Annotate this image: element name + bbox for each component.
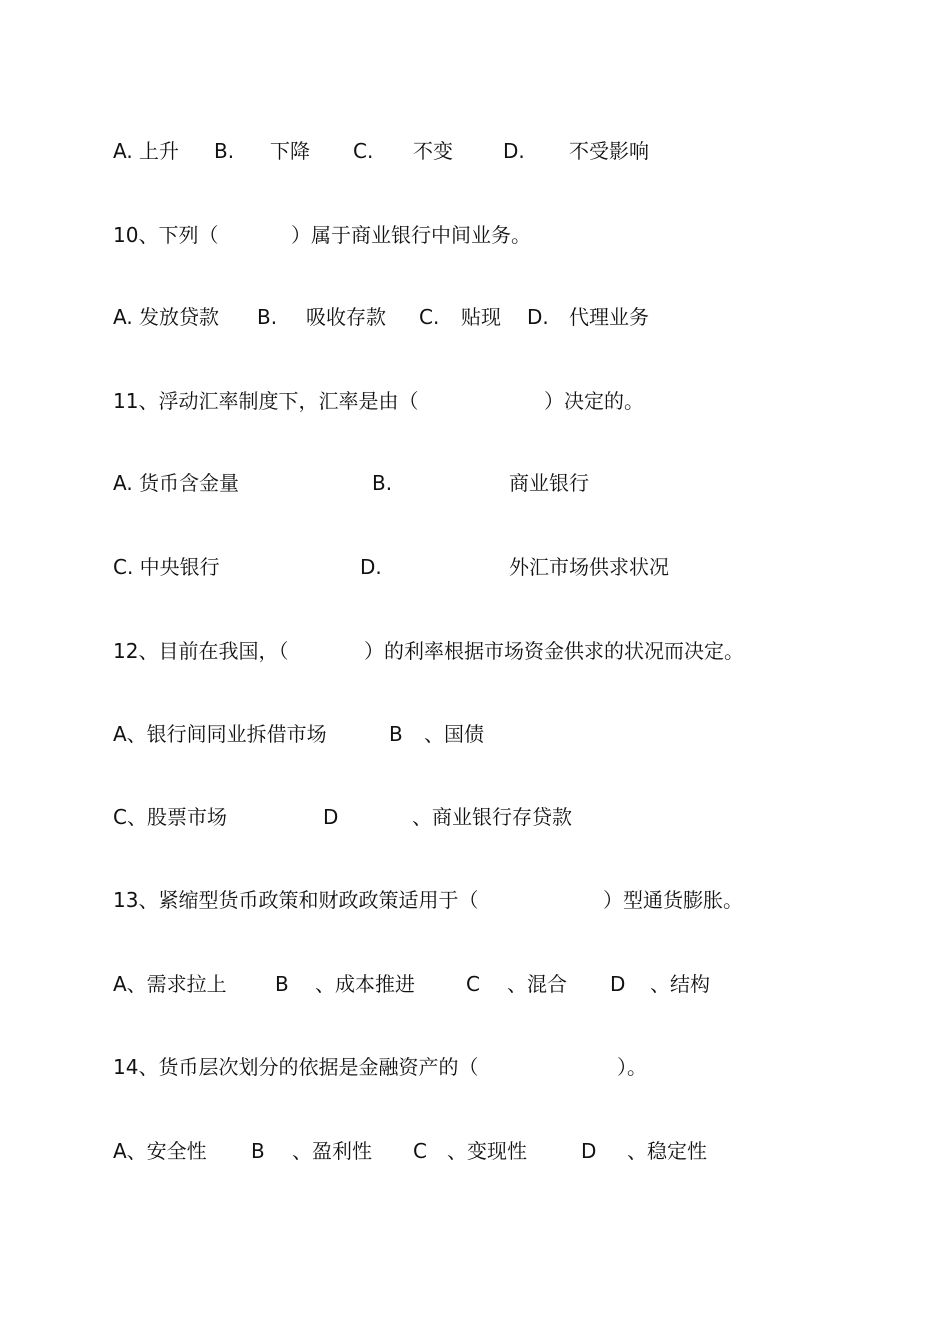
- option-b-marker: B.: [372, 471, 393, 495]
- q12-stem: [0, 636, 950, 666]
- q10-options: [0, 302, 950, 332]
- option-a: A、银行间同业拆借市场: [113, 722, 327, 746]
- question-stem-start: 13、紧缩型货币政策和财政政策适用于（: [113, 888, 479, 912]
- option-d: 、商业银行存贷款: [412, 805, 572, 829]
- option-b-marker: B: [251, 1139, 265, 1163]
- option-d-marker: D.: [360, 555, 382, 579]
- q12-options-cd: [0, 802, 950, 832]
- question-stem-end: ）。: [617, 1055, 647, 1079]
- option-b-marker: B.: [214, 139, 235, 163]
- option-d-marker: D: [323, 805, 339, 829]
- question-stem-start: 11、浮动汇率制度下，汇率是由（: [113, 389, 419, 413]
- q11-options-cd: [0, 552, 950, 582]
- option-b: 、成本推进: [315, 972, 415, 996]
- option-c: 不变: [413, 139, 453, 163]
- q14-stem: [0, 1052, 950, 1082]
- q9-options: [0, 136, 950, 166]
- question-stem-start: 10、下列（: [113, 223, 219, 247]
- option-b: 下降: [270, 139, 310, 163]
- q12-options-ab: [0, 719, 950, 749]
- option-c: 贴现: [461, 305, 501, 329]
- option-c: 、变现性: [447, 1139, 527, 1163]
- option-c: C. 中央银行: [113, 555, 220, 579]
- option-d: 、稳定性: [627, 1139, 707, 1163]
- option-a: A. 货币含金量: [113, 471, 240, 495]
- option-a: A、需求拉上: [113, 972, 227, 996]
- option-c-marker: C.: [353, 139, 374, 163]
- option-d-marker: D: [610, 972, 626, 996]
- option-d: 不受影响: [569, 139, 649, 163]
- option-c-marker: C: [413, 1139, 427, 1163]
- question-stem-end: ）决定的。: [544, 389, 644, 413]
- question-stem-end: ）属于商业银行中间业务。: [291, 223, 531, 247]
- question-stem-end: ）型通货膨胀。: [603, 888, 743, 912]
- option-c-marker: C: [466, 972, 480, 996]
- option-b-marker: B: [275, 972, 289, 996]
- q13-stem: [0, 885, 950, 915]
- option-a: A. 发放贷款: [113, 305, 220, 329]
- q10-stem: [0, 220, 950, 250]
- question-stem-start: 12、目前在我国，（: [113, 639, 289, 663]
- q14-options: [0, 1136, 950, 1166]
- option-b-marker: B.: [257, 305, 278, 329]
- question-stem-end: ）的利率根据市场资金供求的状况而决定。: [364, 639, 744, 663]
- option-a: A、安全性: [113, 1139, 207, 1163]
- option-c-marker: C.: [419, 305, 440, 329]
- option-c: C、股票市场: [113, 805, 227, 829]
- option-b: 吸收存款: [306, 305, 386, 329]
- q11-stem: [0, 386, 950, 416]
- option-b: 、国债: [424, 722, 484, 746]
- option-d-marker: D: [581, 1139, 597, 1163]
- option-c: 、混合: [507, 972, 567, 996]
- option-b-marker: B: [389, 722, 403, 746]
- option-b: 、盈利性: [292, 1139, 372, 1163]
- option-d-marker: D.: [527, 305, 549, 329]
- question-stem-start: 14、货币层次划分的依据是金融资产的（: [113, 1055, 479, 1079]
- option-d: 、结构: [650, 972, 710, 996]
- option-d: 外汇市场供求状况: [509, 555, 669, 579]
- option-d: 代理业务: [569, 305, 649, 329]
- q13-options: [0, 969, 950, 999]
- option-b: 商业银行: [509, 471, 589, 495]
- q11-options-ab: [0, 468, 950, 498]
- option-d-marker: D.: [503, 139, 525, 163]
- option-a: A. 上升: [113, 139, 180, 163]
